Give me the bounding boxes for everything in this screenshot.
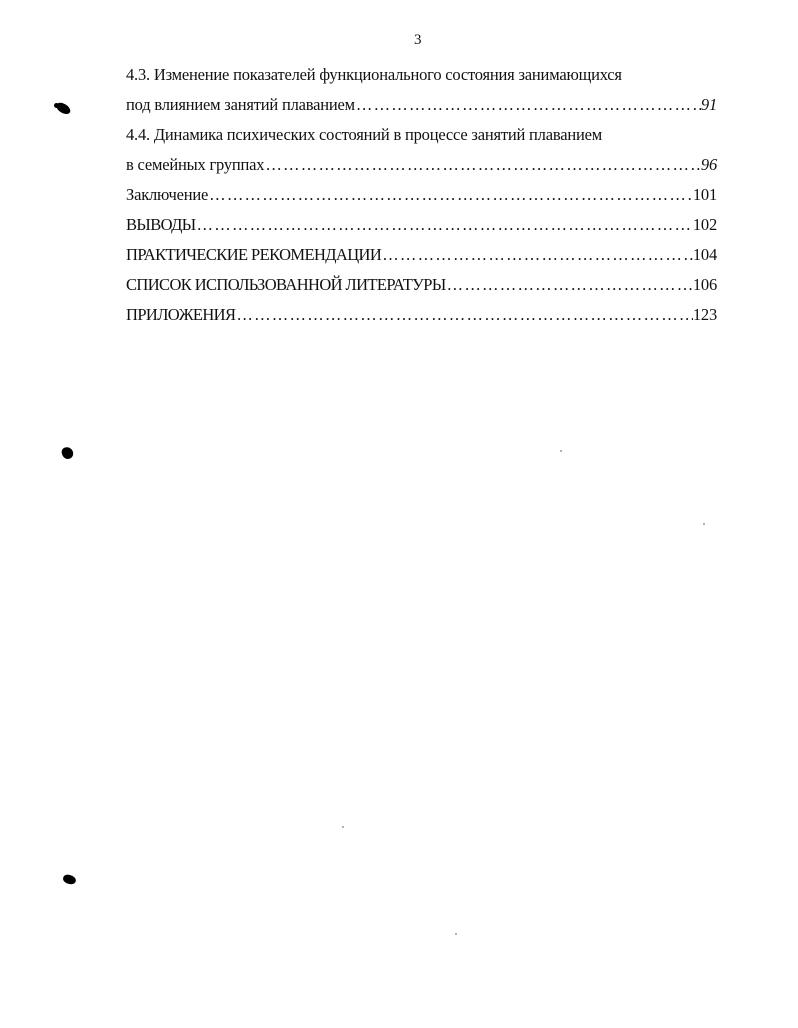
- scan-speck: [560, 450, 562, 452]
- toc-entry-text: 4.4. Динамика психических состояний в процессе занятий плаванием: [126, 125, 602, 144]
- toc-entry-4-3: [126, 90, 717, 120]
- toc-entry-page: 104: [692, 245, 717, 264]
- page-number: 3: [414, 32, 422, 48]
- toc-entry-4-3-heading: [126, 60, 717, 90]
- scan-speck: [342, 826, 344, 828]
- scan-speck: [455, 933, 457, 935]
- toc-entry-text: 4.3. Изменение показателей функционального состояния занимающихся: [126, 65, 622, 84]
- toc-entry-page: 96: [700, 155, 717, 174]
- toc-entry-appendices: [126, 300, 717, 330]
- toc-entry-text: Заключение: [126, 185, 209, 204]
- toc-entry-conclusion: [126, 180, 717, 210]
- toc-entry-text: под влиянием занятий плаванием: [126, 95, 355, 114]
- toc-entry-page: 91: [700, 95, 717, 114]
- toc-leader-dots: [447, 270, 693, 300]
- toc-entry-text: ПРАКТИЧЕСКИЕ РЕКОМЕНДАЦИИ: [126, 245, 382, 264]
- toc-entry-page: 106: [692, 275, 717, 294]
- toc-leader-dots: [356, 90, 701, 120]
- toc-leader-dots: [197, 210, 693, 240]
- binding-hole-mark: [60, 445, 74, 460]
- scan-speck: [703, 523, 705, 525]
- toc-entry-4-4: [126, 150, 717, 180]
- toc-leader-dots: [209, 180, 693, 210]
- binding-hole-mark: [54, 103, 59, 108]
- toc-leader-dots: [265, 150, 701, 180]
- toc-entry-page: 123: [692, 305, 717, 324]
- toc-entry-recommendations: [126, 240, 717, 270]
- toc-entry-findings: [126, 210, 717, 240]
- toc-entry-4-4-heading: [126, 120, 717, 150]
- toc-leader-dots: [236, 300, 692, 330]
- toc-entry-references: [126, 270, 717, 300]
- toc-entry-text: ПРИЛОЖЕНИЯ: [126, 305, 236, 324]
- toc-leader-dots: [382, 240, 693, 270]
- toc-entry-text: ВЫВОДЫ: [126, 215, 196, 234]
- toc-entry-text: СПИСОК ИСПОЛЬЗОВАННОЙ ЛИТЕРАТУРЫ: [126, 275, 446, 294]
- binding-hole-mark: [62, 874, 77, 886]
- toc-entry-text: в семейных группах: [126, 155, 265, 174]
- toc-entry-page: 101: [692, 185, 717, 204]
- toc-entry-page: 102: [692, 215, 717, 234]
- table-of-contents: [126, 60, 717, 330]
